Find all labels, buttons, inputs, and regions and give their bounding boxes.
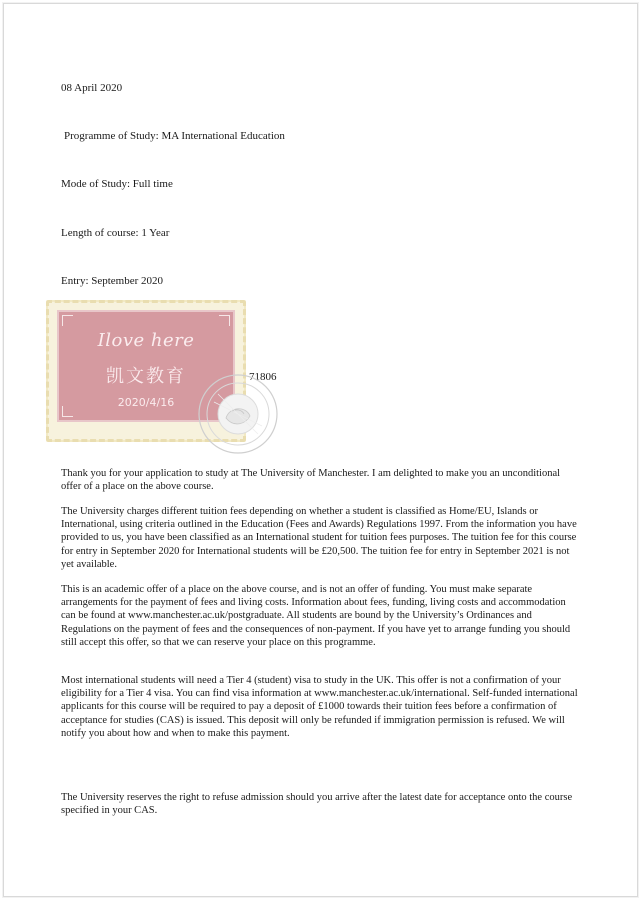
reference-number-partial: 71806 — [249, 371, 277, 383]
paragraph-5: The University reserves the right to refuse admission should you arrive after the latest date for acceptance onto the course specified in your CAS. — [61, 792, 573, 817]
paragraph-1: Thank you for your application to study at The University of Manchester. I am delighted to make you an unconditional offer of a place on the above course. — [61, 468, 561, 493]
stamp-corner-ornament — [62, 315, 73, 326]
stamp-script-text: Ilove here — [97, 330, 195, 351]
paragraph-3: This is an academic offer of a place on the above course, and is not an offer of funding. You must make separate arrangements for the payment of fees and living costs. Information about fees, funding, living costs and accommodation can be found at www.manchester.ac.uk/postgraduate. All students are bound by the University’s Ordinances and Regulations on the payment of fees and the consequences of non-payment. If you have yet to arrange funding you should still accept this offer, so that we can reserve your place on this programme. — [61, 584, 571, 648]
entry-date: Entry: September 2020 — [61, 275, 164, 287]
programme-of-study: Programme of Study: MA International Education — [64, 130, 285, 142]
paragraph-4: Most international students will need a Tier 4 (student) visa to study in the UK. This offer is not a confirmation of your eligibility for a Tier 4 visa. You can find visa information at www.manchester.ac.uk/international. Self-funded international applicants for this course will be required to pay a deposit of £1000 towards their tuition fees before a confirmation of acceptance for studies (CAS) is issued. This deposit will only be refunded if immigration permission is refused. We will notify you about how and when to make this payment. — [61, 675, 578, 739]
length-of-course: Length of course: 1 Year — [61, 227, 170, 239]
stamp-chinese-text: 凯文教育 — [106, 366, 186, 387]
mode-of-study: Mode of Study: Full time — [61, 178, 173, 190]
stamp-corner-ornament — [219, 315, 230, 326]
paragraph-2: The University charges different tuition fees depending on whether a student is classified as Home/EU, Islands or International, using criteria outlined in the Education (Fees and Awards) Regulations 1997. From the information you have provided to us, you have been classified as an International student for tuition fees purposes. The tuition fee for this course for entry in September 2020 for International students will be £20,500. The tuition fee for entry in September 2021 is not yet available. — [61, 506, 577, 570]
stamp-date: 2020/4/16 — [117, 396, 175, 409]
letter-date: 08 April 2020 — [61, 82, 123, 94]
postmark-icon — [196, 372, 280, 456]
